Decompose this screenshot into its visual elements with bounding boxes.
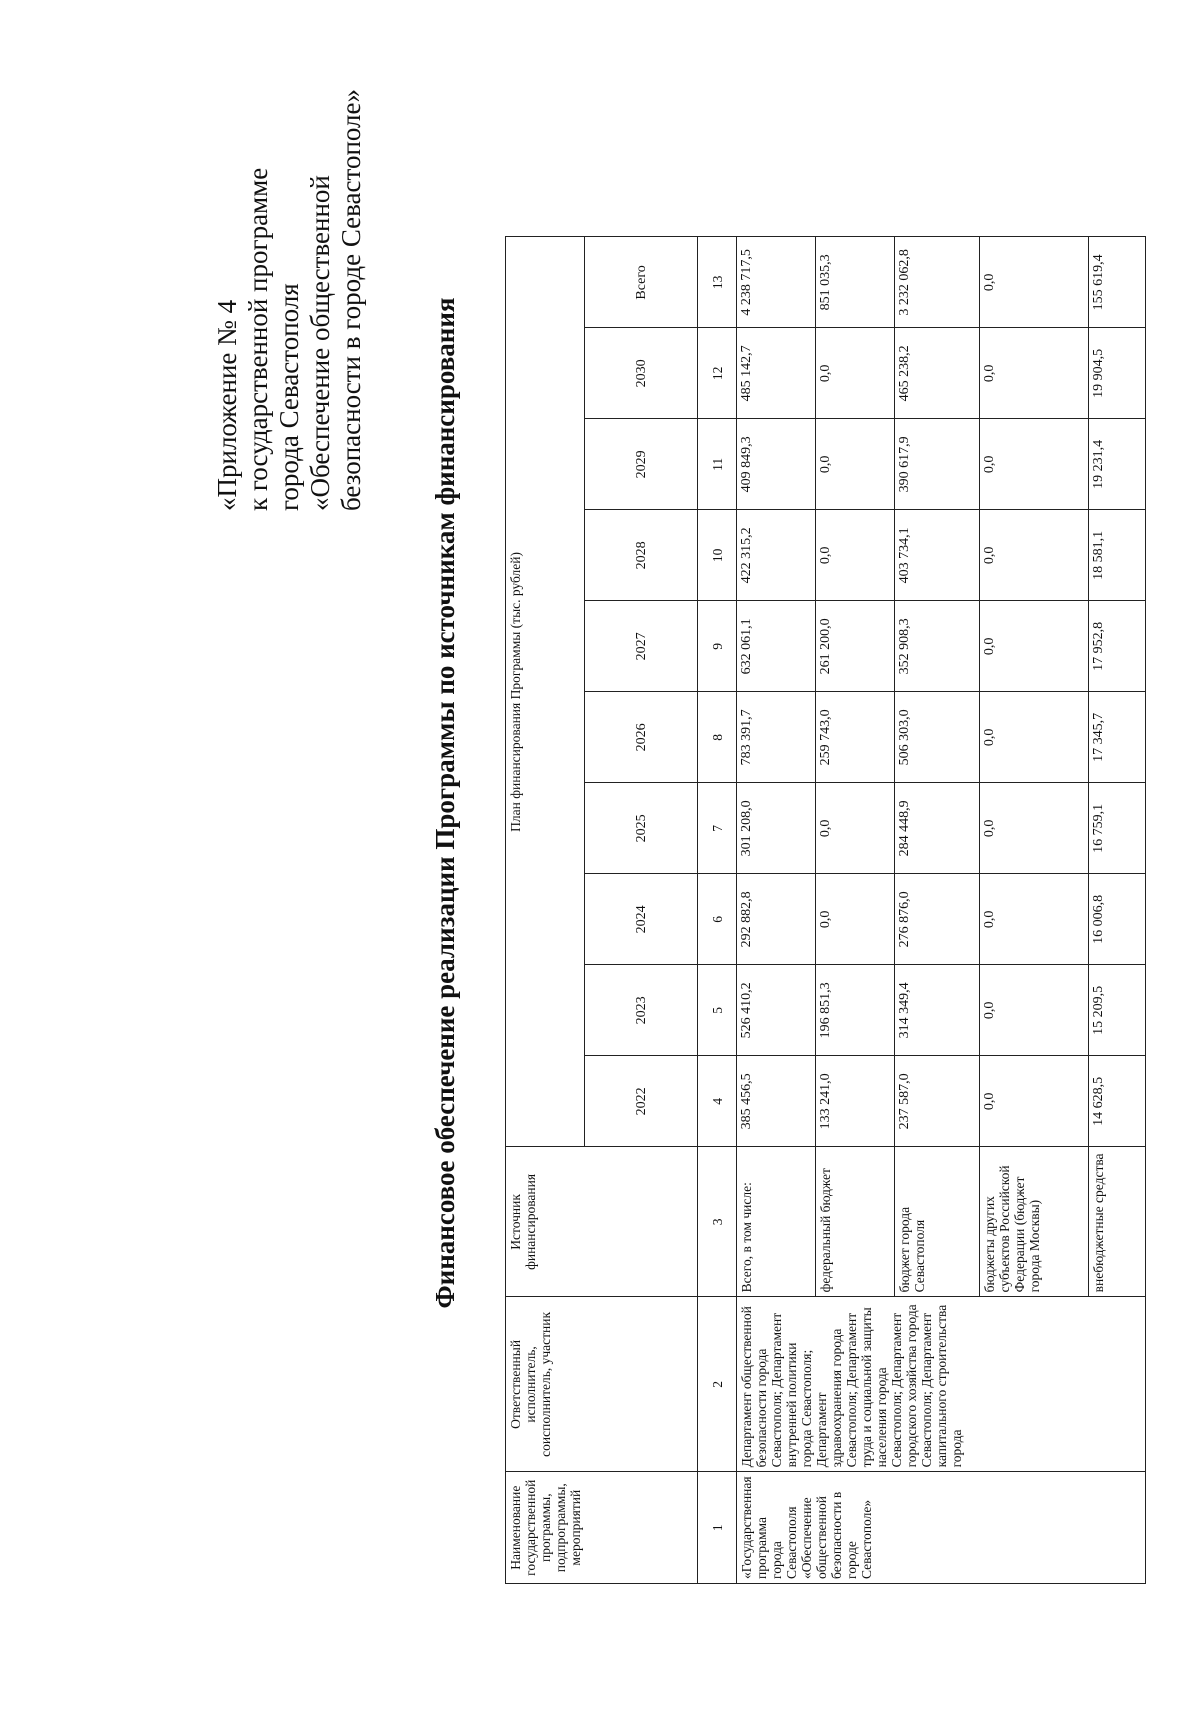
value-cell: 0,0 bbox=[816, 510, 895, 601]
value-cell: 0,0 bbox=[980, 328, 1089, 419]
value-cell: 390 617,9 bbox=[895, 419, 980, 510]
appendix-line: города Севастополя bbox=[274, 283, 304, 511]
value-cell: 0,0 bbox=[816, 783, 895, 874]
column-number: 6 bbox=[698, 874, 737, 965]
value-cell: 276 876,0 bbox=[895, 874, 980, 965]
value-cell: 0,0 bbox=[980, 783, 1089, 874]
appendix-line: «Обеспечение общественной bbox=[305, 175, 335, 511]
value-cell: 465 238,2 bbox=[895, 328, 980, 419]
header-year: 2022 bbox=[585, 1056, 698, 1147]
value-cell: 292 882,8 bbox=[737, 874, 816, 965]
value-cell: 506 303,0 bbox=[895, 692, 980, 783]
source-cell: внебюджетные средства bbox=[1089, 1147, 1146, 1297]
header-year: 2026 bbox=[585, 692, 698, 783]
column-number: 9 bbox=[698, 601, 737, 692]
value-cell: 422 315,2 bbox=[737, 510, 816, 601]
value-cell: 352 908,3 bbox=[895, 601, 980, 692]
column-number: 7 bbox=[698, 783, 737, 874]
value-cell: 19 904,5 bbox=[1089, 328, 1146, 419]
column-number: 13 bbox=[698, 237, 737, 328]
header-year: 2025 bbox=[585, 783, 698, 874]
header-year: 2027 bbox=[585, 601, 698, 692]
appendix-header bbox=[212, 0, 367, 511]
value-cell: 259 743,0 bbox=[816, 692, 895, 783]
total-cell: 3 232 062,8 bbox=[895, 237, 980, 328]
column-number: 4 bbox=[698, 1056, 737, 1147]
column-number: 10 bbox=[698, 510, 737, 601]
appendix-line: безопасности в городе Севастополе» bbox=[336, 89, 366, 511]
financing-table bbox=[505, 236, 1146, 1584]
value-cell: 19 231,4 bbox=[1089, 419, 1146, 510]
value-cell: 0,0 bbox=[980, 965, 1089, 1056]
value-cell: 17 345,7 bbox=[1089, 692, 1146, 783]
column-number: 12 bbox=[698, 328, 737, 419]
source-cell: федеральный бюджет bbox=[816, 1147, 895, 1297]
header-source: Источник финансирования bbox=[506, 1147, 698, 1297]
value-cell: 632 061,1 bbox=[737, 601, 816, 692]
value-cell: 0,0 bbox=[980, 874, 1089, 965]
value-cell: 0,0 bbox=[980, 601, 1089, 692]
value-cell: 314 349,4 bbox=[895, 965, 980, 1056]
value-cell: 0,0 bbox=[980, 1056, 1089, 1147]
total-cell: 4 238 717,5 bbox=[737, 237, 816, 328]
column-number: 1 bbox=[698, 1472, 737, 1584]
value-cell: 261 200,0 bbox=[816, 601, 895, 692]
value-cell: 237 587,0 bbox=[895, 1056, 980, 1147]
value-cell: 301 208,0 bbox=[737, 783, 816, 874]
appendix-line: «Приложение № 4 bbox=[212, 299, 242, 511]
value-cell: 18 581,1 bbox=[1089, 510, 1146, 601]
table-row bbox=[737, 237, 816, 1584]
value-cell: 526 410,2 bbox=[737, 965, 816, 1056]
header-year: 2028 bbox=[585, 510, 698, 601]
column-number: 8 bbox=[698, 692, 737, 783]
value-cell: 385 456,5 bbox=[737, 1056, 816, 1147]
value-cell: 0,0 bbox=[816, 874, 895, 965]
document-title: Финансовое обеспечение реализации Программы по источникам финансирования bbox=[430, 297, 460, 1309]
value-cell: 16 759,1 bbox=[1089, 783, 1146, 874]
value-cell: 0,0 bbox=[980, 419, 1089, 510]
value-cell: 0,0 bbox=[816, 328, 895, 419]
value-cell: 0,0 bbox=[980, 510, 1089, 601]
value-cell: 17 952,8 bbox=[1089, 601, 1146, 692]
value-cell: 0,0 bbox=[980, 692, 1089, 783]
value-cell: 133 241,0 bbox=[816, 1056, 895, 1147]
value-cell: 409 849,3 bbox=[737, 419, 816, 510]
total-cell: 851 035,3 bbox=[816, 237, 895, 328]
executors-cell: Департамент общественной безопасности города Севастополя; Департамент внутренней политики города Севастополя; Департамент здравоохранения города Севастополя; Департамент труда и социальной защиты населения города Севастополя; Департамент городского хозяйства города Севастополя; Департамент капитального строительства города bbox=[737, 1297, 1146, 1472]
column-number: 3 bbox=[698, 1147, 737, 1297]
header-name: Наименование государственной программы, подпрограммы, мероприятий bbox=[506, 1472, 698, 1584]
value-cell: 0,0 bbox=[816, 419, 895, 510]
value-cell: 196 851,3 bbox=[816, 965, 895, 1056]
header-year: 2024 bbox=[585, 874, 698, 965]
header-year: 2029 bbox=[585, 419, 698, 510]
column-number: 2 bbox=[698, 1297, 737, 1472]
column-number-row bbox=[698, 237, 737, 1584]
column-number: 5 bbox=[698, 965, 737, 1056]
header-year: 2030 bbox=[585, 328, 698, 419]
source-cell: Всего, в том числе: bbox=[737, 1147, 816, 1297]
value-cell: 284 448,9 bbox=[895, 783, 980, 874]
value-cell: 783 391,7 bbox=[737, 692, 816, 783]
program-name-cell: «Государственная программа города Севастополя «Обеспечение общественной безопасности в городе Севастополе» bbox=[737, 1472, 1146, 1584]
header-total: Всего bbox=[585, 237, 698, 328]
value-cell: 14 628,5 bbox=[1089, 1056, 1146, 1147]
appendix-line: к государственной программе bbox=[243, 167, 273, 511]
value-cell: 485 142,7 bbox=[737, 328, 816, 419]
source-cell: бюджет города Севастополя bbox=[895, 1147, 980, 1297]
value-cell: 15 209,5 bbox=[1089, 965, 1146, 1056]
value-cell: 403 734,1 bbox=[895, 510, 980, 601]
value-cell: 16 006,8 bbox=[1089, 874, 1146, 965]
total-cell: 0,0 bbox=[980, 237, 1089, 328]
total-cell: 155 619,4 bbox=[1089, 237, 1146, 328]
source-cell: бюджеты других субъектов Российской Федерации (бюджет города Москвы) bbox=[980, 1147, 1089, 1297]
header-executor: Ответственный исполнитель, соисполнитель, участник bbox=[506, 1297, 698, 1472]
column-number: 11 bbox=[698, 419, 737, 510]
header-year: 2023 bbox=[585, 965, 698, 1056]
header-plan: План финансирования Программы (тыс. рублей) bbox=[506, 237, 585, 1147]
